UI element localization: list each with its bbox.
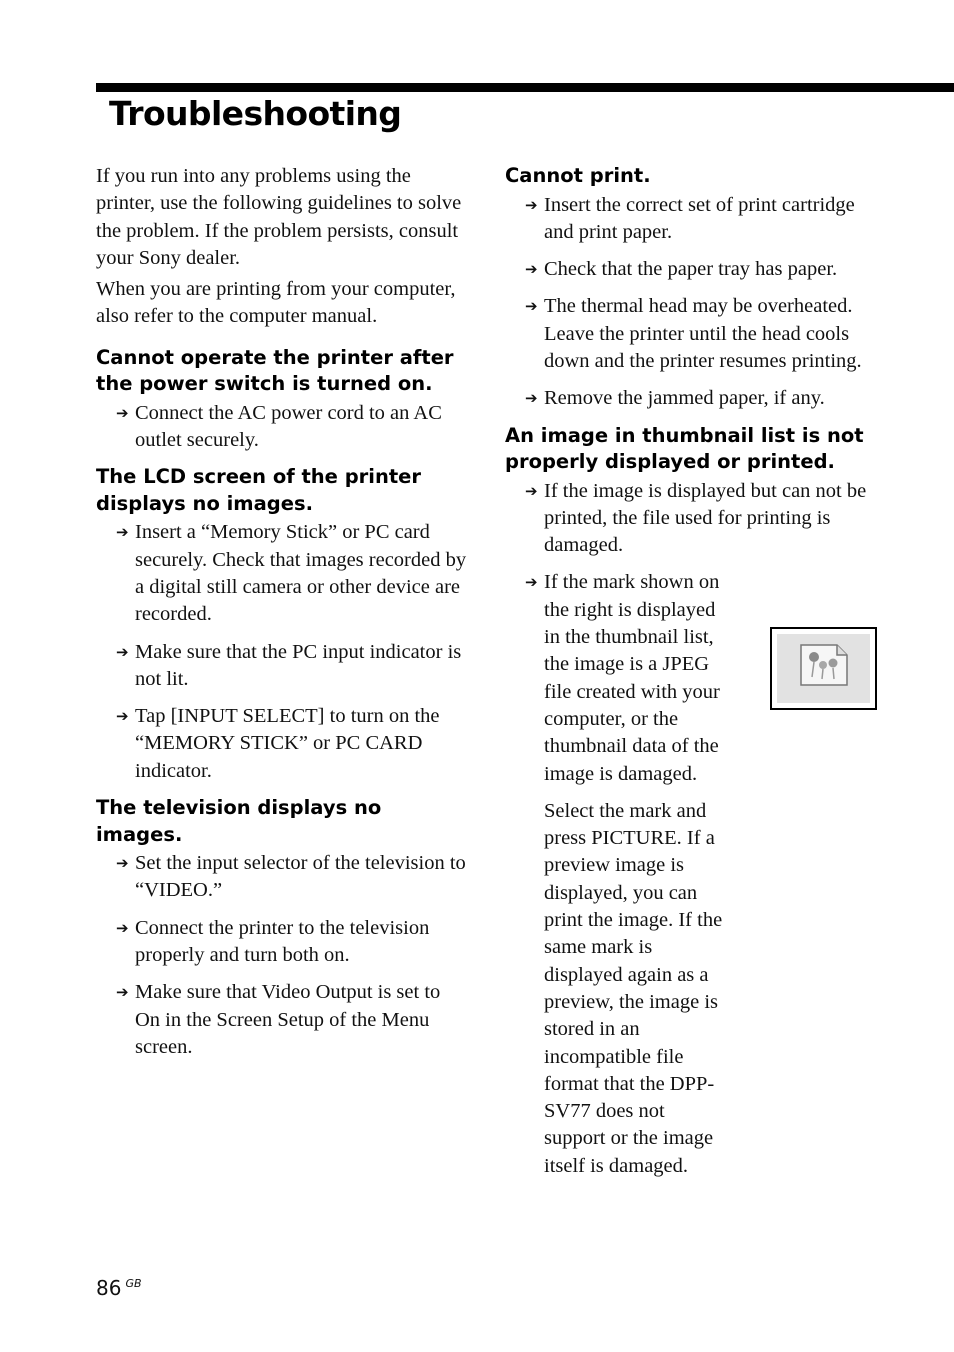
page-locale: GB (125, 1277, 142, 1291)
arrow-right-icon: ➔ (525, 260, 538, 279)
solution-item: ➔ Make sure that Video Output is set to On in the Screen Setup of the Menu screen. (116, 981, 441, 1058)
section-tv-no-images (96, 795, 468, 1061)
arrow-right-icon: ➔ (116, 707, 129, 726)
section-heading: An image in thumbnail list is not properly displayed or printed. (505, 423, 864, 474)
broken-image-glyph (797, 643, 853, 689)
solution-item: ➔ Connect the printer to the television properly and turn both on. (116, 916, 430, 966)
arrow-right-icon: ➔ (116, 403, 129, 422)
solution-list (96, 519, 468, 785)
arrow-right-icon: ➔ (116, 523, 129, 542)
page-footer (96, 1276, 142, 1300)
section-heading: Cannot print. (505, 164, 651, 187)
intro-paragraph: When you are printing from your computer, also refer to the computer manual. (96, 278, 456, 328)
arrow-right-icon: ➔ (525, 297, 538, 316)
section-heading: The LCD screen of the printer displays no images. (96, 465, 422, 515)
solution-item: ➔ Insert the correct set of print cartridge and print paper. (525, 193, 855, 243)
arrow-right-icon: ➔ (116, 918, 129, 937)
solution-item: ➔ If the image is displayed but can not be printed, the file used for printing is damaged. (525, 479, 867, 557)
solution-item: ➔ Insert a “Memory Stick” or PC card securely. Check that images recorded by a digital still camera or other device are recorded. (116, 521, 467, 626)
arrow-right-icon: ➔ (116, 983, 129, 1002)
arrow-right-icon: ➔ (525, 195, 538, 214)
section-cannot-print (505, 163, 877, 413)
solution-item: ➔ Set the input selector of the television to “VIDEO.” (116, 852, 466, 902)
section-heading: Cannot operate the printer after the power switch is turned on. (96, 345, 454, 396)
solution-list (505, 192, 877, 413)
solution-list (96, 400, 468, 455)
solution-list (96, 850, 468, 1061)
solution-item: ➔ Check that the paper tray has paper. (505, 256, 877, 283)
title-rule (96, 83, 954, 92)
section-heading: The television displays no images. (96, 796, 382, 846)
broken-image-icon (770, 627, 877, 710)
page-number: 86 (96, 1276, 122, 1300)
solution-item: ➔ Tap [INPUT SELECT] to turn on the “MEMORY STICK” or PC CARD indicator. (116, 705, 440, 782)
left-column (96, 163, 468, 1071)
arrow-right-icon: ➔ (525, 389, 538, 408)
solution-item: ➔ Connect the AC power cord to an AC outlet securely. (116, 401, 442, 452)
arrow-right-icon: ➔ (116, 642, 129, 661)
arrow-right-icon: ➔ (525, 573, 538, 592)
solution-item: ➔ Make sure that the PC input indicator is not lit. (116, 640, 462, 690)
arrow-right-icon: ➔ (116, 854, 129, 873)
solution-item: ➔ Remove the jammed paper, if any. (505, 385, 877, 412)
solution-list (505, 478, 877, 1180)
arrow-right-icon: ➔ (525, 481, 538, 500)
intro-paragraph: If you run into any problems using the printer, use the following guidelines to solve the problem. If the problem persists, consult your Sony dealer. (96, 165, 462, 269)
section-lcd-no-images (96, 464, 468, 785)
right-column (505, 163, 877, 1190)
page-title: Troubleshooting (109, 94, 402, 133)
solution-item: ➔ The thermal head may be overheated. Leave the printer until the head cools down and the printer resumes printing. (525, 295, 862, 372)
section-thumbnail-problem (505, 423, 877, 1180)
solution-item: ➔ If the mark shown on the right is displayed in the thumbnail list, the image is a JPEG file created with your computer, or the thumbnail data of the image is damaged. Select the mark and press PICTURE. If a preview image is displayed, you can print the image. If the same mark is displayed again as a preview, the image is stored in an incompatible file format that the DPP-SV77 does not support or the image itself is damaged. (505, 569, 877, 1180)
section-cannot-operate (96, 345, 468, 455)
followup-paragraph: Select the mark and press PICTURE. If a preview image is displayed, you can print the image. If the same mark is displayed again as a preview, the image is stored in an incompatible file format that the DPP-SV77 does not support or the image itself is damaged. (544, 799, 723, 1177)
